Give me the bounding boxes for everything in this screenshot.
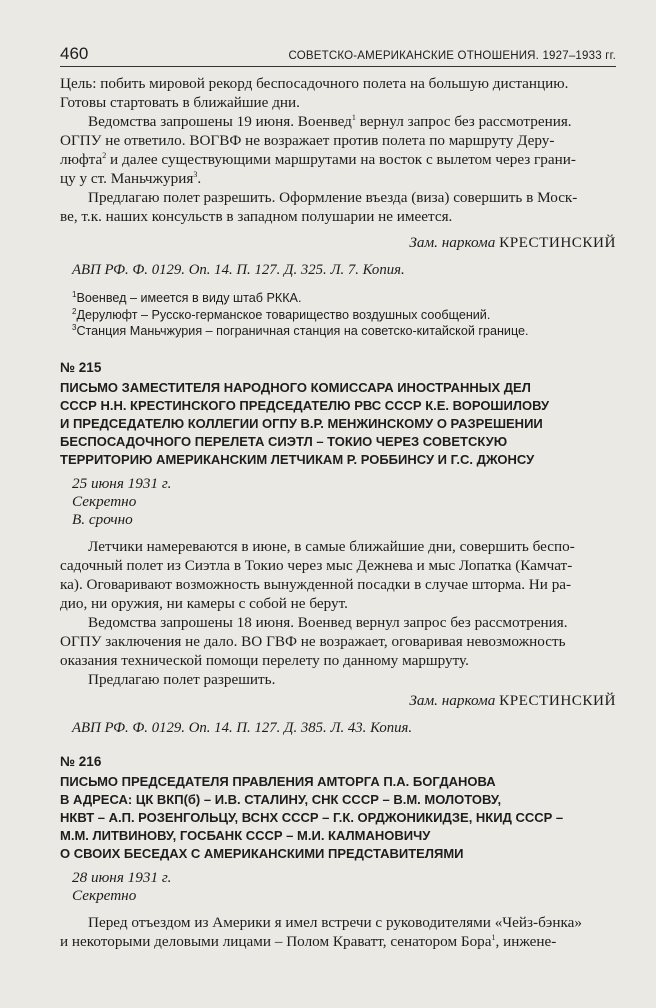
text-line	[60, 932, 616, 951]
text-span: Ведомства запрошены 19 июня. Военвед	[88, 113, 352, 130]
title-line: СССР Н.Н. КРЕСТИНСКОГО ПРЕДСЕДАТЕЛЮ РВС СССР К.Е. ВОРОШИЛОВУ	[60, 397, 550, 413]
document-meta	[72, 869, 616, 905]
footnote-text: Военвед – имеется в виду штаб РККА.	[76, 291, 302, 305]
text-line	[60, 169, 616, 188]
title-line: О СВОИХ БЕСЕДАХ С АМЕРИКАНСКИМИ ПРЕДСТАВИТЕЛЯМИ	[60, 845, 464, 861]
footnote-ref: 3	[193, 169, 198, 179]
signature-title: Зам. наркома	[409, 234, 496, 251]
doc215-paragraph-3	[60, 670, 616, 689]
text-line: Готовы стартовать в ближайшие дни.	[60, 94, 300, 111]
title-line: ПИСЬМО ПРЕДСЕДАТЕЛЯ ПРАВЛЕНИЯ АМТОРГА П.А. БОГДАНОВА	[60, 773, 496, 789]
footnote-text: Станция Маньчжурия – пограничная станция на советско-китайской границе.	[76, 324, 529, 338]
document-date: 25 июня 1931 г.	[72, 474, 172, 492]
page-number: 460	[60, 44, 89, 63]
signature-name: КРЕСТИНСКИЙ	[499, 234, 616, 251]
running-title: СОВЕТСКО-АМЕРИКАНСКИЕ ОТНОШЕНИЯ. 1927–1933 гг.	[288, 50, 616, 62]
footnote-number: 1	[72, 289, 77, 299]
title-line: НКВТ – А.П. РОЗЕНГОЛЬЦУ, ВСНХ СССР – Г.К. ОРДЖОНИКИДЗЕ, НКИД СССР –	[60, 809, 564, 825]
text-line: ка). Оговаривают возможность вынужденной посадки в случае шторма. Ни ра-	[60, 575, 572, 593]
text-span: вернул запрос без рассмотрения.	[355, 113, 572, 130]
document-meta	[72, 475, 616, 529]
archive-reference: АВП РФ. Ф. 0129. Оп. 14. П. 127. Д. 385. Л. 43. Копия.	[72, 719, 413, 736]
document-title	[60, 379, 616, 469]
intro-paragraph-2	[60, 112, 616, 188]
title-line: В АДРЕСА: ЦК ВКП(б) – И.В. СТАЛИНУ, СНК СССР – В.М. МОЛОТОВУ,	[60, 791, 502, 807]
text-line: садочный полет из Сиэтла в Токио через мыс Дежнева и мыс Лопатка (Камчат-	[60, 556, 573, 574]
title-line: И ПРЕДСЕДАТЕЛЮ КОЛЛЕГИИ ОГПУ В.Р. МЕНЖИНСКОМУ О РАЗРЕШЕНИИ	[60, 415, 543, 431]
title-line: ПИСЬМО ЗАМЕСТИТЕЛЯ НАРОДНОГО КОМИССАРА ИНОСТРАННЫХ ДЕЛ	[60, 379, 531, 395]
doc216-paragraph-1	[60, 913, 616, 951]
text-span: .	[197, 170, 202, 187]
text-span: , инжене-	[495, 932, 557, 950]
text-line: ве, т.к. наших консульств в западном полушарии не имеется.	[60, 208, 453, 225]
document-title	[60, 773, 616, 863]
signature	[60, 691, 616, 710]
footnote	[72, 323, 616, 340]
signature-name: КРЕСТИНСКИЙ	[499, 691, 616, 709]
text-line: ОГПУ не ответило. ВОГВФ не возражает против полета по маршруту Деру-	[60, 132, 555, 149]
text-line: ОГПУ заключения не дало. ВО ГВФ не возражает, оговаривая невозможность	[60, 632, 566, 650]
doc215-paragraph-1	[60, 537, 616, 613]
signature-title: Зам. наркома	[409, 691, 496, 709]
page-header	[60, 44, 616, 67]
footnote-ref: 1	[351, 112, 356, 122]
classification: Секретно	[72, 886, 137, 904]
signature	[60, 233, 616, 252]
document-number: № 215	[60, 359, 102, 375]
title-line: ТЕРРИТОРИЮ АМЕРИКАНСКИМ ЛЕТЧИКАМ Р. РОББИНСУ И Г.С. ДЖОНСУ	[60, 451, 535, 467]
text-line: Перед отъездом из Америки я имел встречи с руководителями «Чейз-бэнка»	[88, 913, 582, 931]
footnote-ref: 2	[102, 150, 107, 160]
text-line	[60, 112, 616, 131]
title-line: М.М. ЛИТВИНОВУ, ГОСБАНК СССР – М.И. КАЛМАНОВИЧУ	[60, 827, 431, 843]
text-line	[60, 150, 616, 169]
document-number: № 216	[60, 753, 102, 769]
footnote	[72, 290, 616, 307]
text-line: Предлагаю полет разрешить. Оформление въезда (виза) совершить в Моск-	[88, 189, 578, 206]
doc215-paragraph-2	[60, 613, 616, 670]
text-span: люфта	[60, 151, 103, 168]
footnote-ref: 1	[491, 932, 496, 942]
text-line: Ведомства запрошены 18 июня. Военвед вернул запрос без рассмотрения.	[88, 613, 568, 631]
text-line: дио, ни оружия, ни камеры с собой не берут.	[60, 594, 348, 612]
footnote-number: 2	[72, 306, 77, 316]
text-line: Летчики намереваются в июне, в самые ближайшие дни, совершить беспо-	[88, 537, 575, 555]
classification: Секретно	[72, 492, 137, 510]
text-line: Цель: побить мировой рекорд беспосадочного полета на большую дистанцию.	[60, 75, 569, 92]
footnotes	[60, 290, 616, 340]
text-span: и некоторыми деловыми лицами – Полом Краватт, сенатором Бора	[60, 932, 492, 950]
intro-paragraph-3	[60, 188, 616, 226]
document-date: 28 июня 1931 г.	[72, 868, 172, 886]
archive-reference: АВП РФ. Ф. 0129. Оп. 14. П. 127. Д. 325. Л. 7. Копия.	[72, 262, 405, 278]
page-body	[60, 74, 616, 951]
text-line: Предлагаю полет разрешить.	[88, 670, 276, 688]
urgency: В. срочно	[72, 510, 133, 528]
footnote-number: 3	[72, 322, 77, 332]
footnote	[72, 307, 616, 324]
text-line: оказания технической помощи перелету по данному маршруту.	[60, 651, 469, 669]
text-span: цу у ст. Маньчжурия	[60, 170, 194, 187]
text-span: и далее существующими маршрутами на восток с вылетом через грани-	[106, 151, 576, 168]
footnote-text: Дерулюфт – Русско-германское товарищество воздушных сообщений.	[76, 307, 491, 322]
intro-paragraph-1	[60, 74, 616, 112]
title-line: БЕСПОСАДОЧНОГО ПЕРЕЛЕТА СИЭТЛ – ТОКИО ЧЕРЕЗ СОВЕТСКУЮ	[60, 433, 508, 449]
